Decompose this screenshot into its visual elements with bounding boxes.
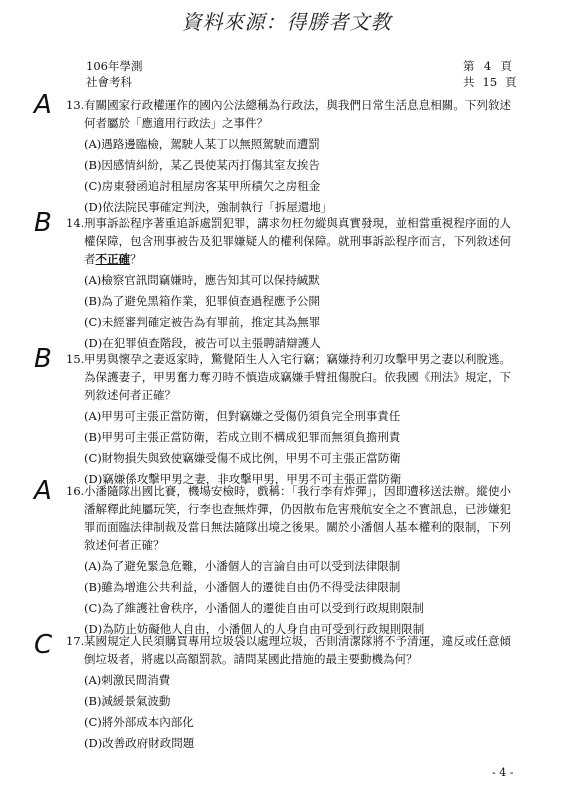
question-stem: 小潘隨隊出國比賽，機場安檢時，戲稱：「我行李有炸彈」，因即遭移送法辦。縱使小潘解釋此純屬玩笑，行李也查無炸彈，仍因散布危害飛航安全之不實訊息，已涉嫌犯罪而面臨法律制裁及當日無法隨隊出境之後果。關於小潘個人基本權利的限制，下列敘述何者正確？ — [84, 484, 511, 552]
question-number: 16. — [66, 484, 85, 498]
option-d: (D)依法院民事確定判決，強制執行「拆屋還地」 — [84, 200, 333, 214]
question-15 — [66, 350, 511, 488]
option-c: (C)未經審判確定被告為有罪前，推定其為無罪 — [84, 315, 321, 329]
option-b: (B)減緩景氣波動 — [84, 694, 171, 708]
total-unit: 頁 — [505, 75, 517, 89]
page-number: 4 — [483, 59, 492, 73]
question-14 — [66, 214, 511, 352]
option-a: (A)遇路邊臨檢，駕駛人某丁以無照駕駛而遭罰 — [84, 137, 320, 151]
question-17 — [66, 632, 511, 752]
source-watermark: 資料來源：得勝者文教 — [181, 10, 392, 34]
question-stem: 某國規定人民須購買專用垃圾袋以處理垃圾，否則清潔隊將不予清運，違反或任意傾倒垃圾者，將處以高額罰款。請問某國此措施的最主要動機為何？ — [84, 634, 511, 666]
option-a: (A)甲男可主張正當防衛，但對竊嫌之受傷仍須負完全刑事責任 — [84, 409, 401, 423]
option-c: (C)為了維護社會秩序，小潘個人的遷徙自由可以受到行政規則限制 — [84, 601, 424, 615]
stem-emphasis: 不正確 — [95, 252, 130, 266]
option-d: (D)竊嫌係攻擊甲男之妻，非攻擊甲男，甲男不可主張正當防衛 — [84, 472, 402, 486]
option-c: (C)將外部成本內部化 — [84, 715, 194, 729]
page-indicator — [463, 58, 517, 74]
question-stem: 有關國家行政權運作的國內公法總稱為行政法，與我們日常生活息息相關。下列敘述何者屬於「應適用行政法」之事件？ — [84, 98, 511, 130]
option-b: (B)雖為增進公共利益，小潘個人的遷徙自由仍不得受法律限制 — [84, 580, 401, 594]
stem-text-after: ？ — [130, 252, 142, 266]
option-d: (D)在犯罪偵查階段，被告可以主張聘請辯護人 — [84, 336, 321, 350]
answer-mark-14: B — [34, 208, 52, 238]
page-label: 第 — [463, 59, 475, 73]
question-number: 17. — [66, 634, 85, 648]
question-number: 14. — [66, 216, 85, 230]
page-footer-number: - 4 - — [492, 766, 514, 779]
option-c: (C)房東發函追討租屋房客某甲所積欠之房租金 — [84, 179, 321, 193]
question-number: 15. — [66, 352, 85, 366]
stem-text-before: 刑事訴訟程序著重追訴處罰犯罪，講求勿枉勿縱與真實發現，並相當重視程序面的人權保障，包含刑事被告及犯罪嫌疑人的權利保障。就刑事訴訟程序而言，下列敘述何者 — [84, 216, 511, 266]
question-13 — [66, 96, 511, 216]
total-number: 15 — [482, 75, 498, 89]
option-d: (D)為防止妨礙他人自由，小潘個人的人身自由可受到行政規則限制 — [84, 622, 425, 636]
option-b: (B)因感情糾紛，某乙畏使某丙打傷其室友挨告 — [84, 158, 320, 172]
total-label: 共 — [463, 75, 475, 89]
option-a: (A)檢察官訊問竊嫌時，應告知其可以保持緘默 — [84, 273, 320, 287]
subject-title: 社會考科 — [86, 75, 132, 89]
option-d: (D)改善政府財政問題 — [84, 736, 195, 750]
question-16 — [66, 482, 511, 638]
question-number: 13. — [66, 98, 85, 112]
answer-mark-13: A — [34, 90, 52, 120]
question-stem — [84, 214, 511, 268]
option-a: (A)刺激民間消費 — [84, 673, 171, 687]
page-unit: 頁 — [500, 59, 512, 73]
option-c: (C)財物損失與致使竊嫌受傷不成比例，甲男不可主張正當防衛 — [84, 451, 401, 465]
exam-header-left — [86, 58, 142, 90]
answer-mark-16: A — [34, 476, 52, 506]
answer-mark-17: C — [34, 630, 53, 660]
total-pages-indicator — [463, 74, 517, 90]
option-a: (A)為了避免緊急危難，小潘個人的言論自由可以受到法律限制 — [84, 559, 401, 573]
exam-header-right — [463, 58, 517, 90]
answer-mark-15: B — [34, 344, 52, 374]
option-b: (B)甲男可主張正當防衛，若成立則不構成犯罪而無須負擔刑責 — [84, 430, 401, 444]
question-stem: 甲男與懷孕之妻返家時，驚覺陌生人入宅行竊；竊嫌持利刃攻擊甲男之妻以利脫逃。為保護妻子，甲男奮力奪刃時不慎造成竊嫌手臂扭傷脫臼。依我國《刑法》規定，下列敘述何者正確？ — [84, 352, 511, 402]
option-b: (B)為了避免黑箱作業，犯罪偵查過程應予公開 — [84, 294, 320, 308]
exam-title: 106年學測 — [86, 59, 143, 73]
